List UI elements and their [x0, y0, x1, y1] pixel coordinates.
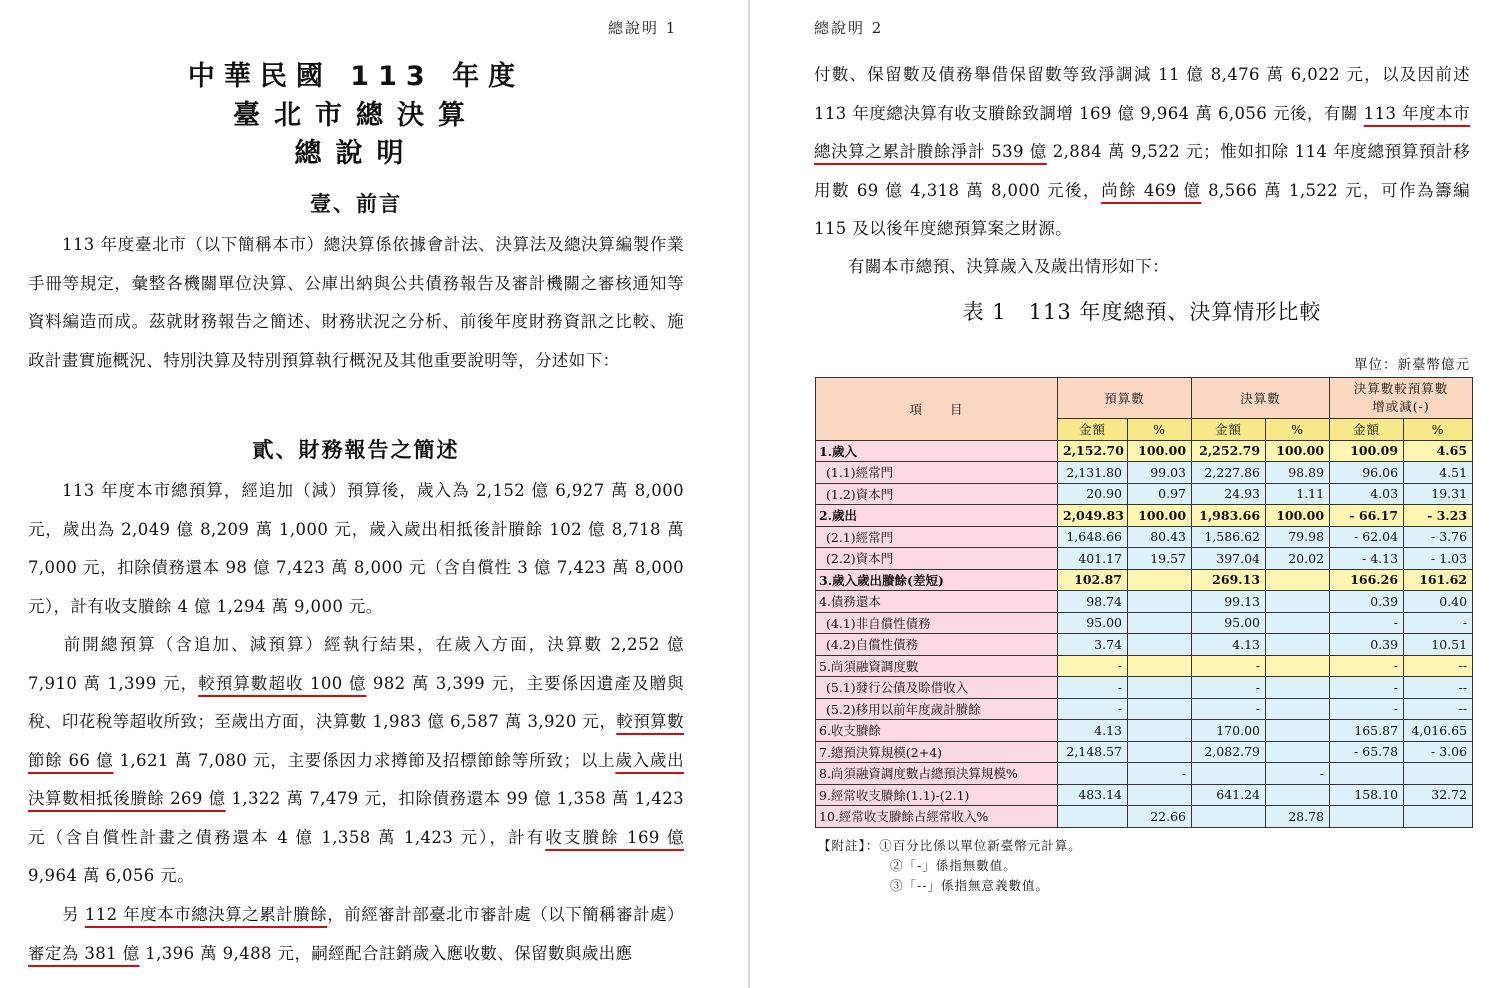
- subheader-amount: 金額: [1330, 419, 1404, 441]
- table-intro-paragraph: [814, 248, 1470, 287]
- page-number: 總說明 2: [814, 19, 884, 37]
- note-2: ②「-」係指無數值。: [890, 858, 1017, 873]
- cell-value: 100.09: [1330, 440, 1404, 462]
- header-difference-line1: 決算數較預算數: [1353, 381, 1449, 396]
- cell-value: -: [1192, 677, 1266, 699]
- cell-value: [1128, 741, 1192, 763]
- row-label: 3.歲入歲出賸餘(差短): [816, 569, 1058, 591]
- p2-text-d: 1,322 萬 7,479 元，扣除債務還本 99 億 1,358 萬 1,423 元（含自償性計畫之債務還本 4 億 1,358 萬 1,423 元），計有: [28, 789, 684, 847]
- row-label: (1.2)資本門: [816, 483, 1058, 505]
- cell-value: [1266, 720, 1330, 742]
- header-final: 決算數: [1192, 378, 1330, 419]
- document-page-1: [0, 0, 748, 988]
- row-label: (2.2)資本門: [816, 548, 1058, 570]
- subheader-amount: 金額: [1058, 419, 1128, 441]
- section-heading-intro: 壹、前言: [310, 192, 402, 216]
- cell-value: 2,252.79: [1192, 440, 1266, 462]
- cell-value: -: [1058, 677, 1128, 699]
- table-row: [816, 806, 1473, 828]
- cell-value: [1266, 655, 1330, 677]
- cell-value: 95.00: [1192, 612, 1266, 634]
- table-row: [816, 569, 1473, 591]
- intro-text: 113 年度臺北市（以下簡稱本市）總決算係依據會計法、決算法及總決算編製作業手冊等規定，彙整各機關單位決算、公庫出納與公共債務報告及審計機關之審核通知等資料編造而成。茲就財務報告之簡述、財務狀況之分析、前後年度財務資訊之比較、施政計畫實施概況、特別決算及特別預算執行概況及其他重要說明等，分述如下：: [28, 235, 684, 370]
- cell-value: [1128, 569, 1192, 591]
- cell-value: -: [1330, 677, 1404, 699]
- cell-value: [1128, 591, 1192, 613]
- p2-text-e: 9,964 萬 6,056 元。: [28, 866, 195, 885]
- cell-value: 98.89: [1266, 462, 1330, 484]
- table-row: [816, 763, 1473, 785]
- row-label: 4.債務還本: [816, 591, 1058, 613]
- note-3: ③「--」係指無意義數值。: [890, 878, 1049, 893]
- cell-value: 99.13: [1192, 591, 1266, 613]
- row-label: (4.1)非自償性債務: [816, 612, 1058, 634]
- cell-value: 4.65: [1404, 440, 1473, 462]
- document-page-2: [750, 0, 1500, 988]
- cell-value: 170.00: [1192, 720, 1266, 742]
- cell-value: [1128, 720, 1192, 742]
- row-label: (4.2)自償性債務: [816, 634, 1058, 656]
- cell-value: 269.13: [1192, 569, 1266, 591]
- cell-value: [1266, 741, 1330, 763]
- underlined-audited-amount: 審定為 381 億: [28, 943, 140, 963]
- doc-title-line1: 中華民國 113 年度: [187, 61, 525, 92]
- cell-value: 100.00: [1128, 505, 1192, 527]
- header-difference-line2: 增或減(-): [1372, 399, 1430, 414]
- row-label: 10.經常收支賸餘占經常收入%: [816, 806, 1058, 828]
- cell-value: [1404, 806, 1473, 828]
- cell-value: [1266, 784, 1330, 806]
- cell-value: 100.00: [1266, 505, 1330, 527]
- cell-value: [1058, 763, 1128, 785]
- table-row: [816, 612, 1473, 634]
- summary-paragraph-3: [28, 896, 684, 973]
- cell-value: 4,016.65: [1404, 720, 1473, 742]
- table-notes: [818, 836, 1082, 896]
- cell-value: -: [1058, 698, 1128, 720]
- cell-value: 79.98: [1266, 526, 1330, 548]
- cell-value: [1058, 806, 1128, 828]
- cell-value: 24.93: [1192, 483, 1266, 505]
- r-p1-text-c: 8,566 萬 1,522 元，可作為籌編 115 及以後年度總預算案之財源。: [814, 180, 1470, 238]
- cell-value: -: [1330, 612, 1404, 634]
- cell-value: 0.39: [1330, 634, 1404, 656]
- cell-value: 102.87: [1058, 569, 1128, 591]
- cell-value: [1266, 698, 1330, 720]
- cell-value: [1330, 763, 1404, 785]
- table-row: [816, 462, 1473, 484]
- cell-value: 2,082.79: [1192, 741, 1266, 763]
- cell-value: 4.13: [1192, 634, 1266, 656]
- cell-value: 1.11: [1266, 483, 1330, 505]
- cell-value: - 1.03: [1404, 548, 1473, 570]
- cell-value: --: [1404, 698, 1473, 720]
- continued-paragraph: [814, 56, 1470, 249]
- underlined-balance-surplus: 收支賸餘 169 億: [545, 827, 685, 847]
- cell-value: 0.97: [1128, 483, 1192, 505]
- cell-value: 4.13: [1058, 720, 1128, 742]
- cell-value: -: [1330, 698, 1404, 720]
- cell-value: 397.04: [1192, 548, 1266, 570]
- cell-value: -: [1330, 655, 1404, 677]
- subheader-pct: %: [1266, 419, 1330, 441]
- row-label: 2.歲出: [816, 505, 1058, 527]
- underlined-accumulated-surplus-112: 112 年度本市總決算之累計賸餘: [84, 905, 328, 924]
- cell-value: [1128, 784, 1192, 806]
- cell-value: [1266, 569, 1330, 591]
- cell-value: 32.72: [1404, 784, 1473, 806]
- row-label: (5.1)發行公債及賒借收入: [816, 677, 1058, 699]
- table-row: [816, 526, 1473, 548]
- cell-value: 100.00: [1128, 440, 1192, 462]
- p3-text-a: 另: [62, 905, 85, 924]
- doc-title-line3: 總說明: [294, 138, 418, 169]
- p3-text-b: ，前經審計部臺北市審計處（以下簡稱審計處）: [327, 905, 685, 924]
- subheader-pct: %: [1404, 419, 1473, 441]
- p3-text-c: 1,396 萬 9,488 元，嗣經配合註銷歲入應收數、保留數與歲出應: [139, 943, 633, 963]
- cell-value: - 4.13: [1330, 548, 1404, 570]
- cell-value: 98.74: [1058, 591, 1128, 613]
- cell-value: 483.14: [1058, 784, 1128, 806]
- cell-value: 96.06: [1330, 462, 1404, 484]
- cell-value: 2,148.57: [1058, 741, 1128, 763]
- row-label: (5.2)移用以前年度歲計賸餘: [816, 698, 1058, 720]
- cell-value: -: [1128, 763, 1192, 785]
- cell-value: -: [1266, 763, 1330, 785]
- row-label: (1.1)經常門: [816, 462, 1058, 484]
- p2-text-a: 前開總預算（含追加、減預算）經執行結果，在歲入方面，決算數 2,252 億 7,910 萬 1,399 元，: [28, 635, 684, 693]
- cell-value: 99.03: [1128, 462, 1192, 484]
- cell-value: 10.51: [1404, 634, 1473, 656]
- cell-value: [1330, 806, 1404, 828]
- underlined-revenue-surplus: 較預算數超收 100 億: [198, 673, 367, 693]
- row-label: 8.尚須融資調度數占總預決算規模%: [816, 763, 1058, 785]
- table-row: [816, 505, 1473, 527]
- row-label: (2.1)經常門: [816, 526, 1058, 548]
- header-item: 項 目: [816, 378, 1058, 441]
- row-label: 6.收支賸餘: [816, 720, 1058, 742]
- table-body: [816, 440, 1473, 827]
- underlined-expenditure-savings: 較預算數節餘 66 億: [28, 712, 684, 770]
- table-row: [816, 698, 1473, 720]
- table-caption: 表 1 113 年度總預、決算情形比較: [962, 300, 1322, 324]
- row-label: 9.經常收支賸餘(1.1)-(2.1): [816, 784, 1058, 806]
- cell-value: - 66.17: [1330, 505, 1404, 527]
- cell-value: 158.10: [1330, 784, 1404, 806]
- page-number: 總說明 1: [608, 19, 678, 37]
- table-row: [816, 591, 1473, 613]
- cell-value: --: [1404, 677, 1473, 699]
- p2-text-c: 1,621 萬 7,080 元，主要係因力求撙節及招標節餘等所致；以上: [113, 750, 616, 770]
- r-p1-text-b: 2,884 萬 9,522 元；惟如扣除 114 年度總預算預計移用數 69 億 4,318 萬 8,000 元後，: [814, 142, 1470, 200]
- cell-value: [1128, 655, 1192, 677]
- row-label: 1.歲入: [816, 440, 1058, 462]
- table-row: [816, 440, 1473, 462]
- cell-value: 100.00: [1266, 440, 1330, 462]
- cell-value: [1266, 634, 1330, 656]
- r-p1-text-a: 付數、保留數及債務舉借保留數等致淨調減 11 億 8,476 萬 6,022 元，以及因前述 113 年度總決算有收支賸餘致調增 169 億 9,964 萬 6,056 元後，有關: [814, 65, 1470, 123]
- cell-value: 165.87: [1330, 720, 1404, 742]
- table-row: [816, 655, 1473, 677]
- intro-paragraph: [28, 226, 684, 380]
- cell-value: - 3.06: [1404, 741, 1473, 763]
- row-label: 5.尚須融資調度數: [816, 655, 1058, 677]
- cell-value: 4.03: [1330, 483, 1404, 505]
- cell-value: 19.57: [1128, 548, 1192, 570]
- cell-value: [1128, 698, 1192, 720]
- cell-value: 401.17: [1058, 548, 1128, 570]
- summary-paragraph-1: [28, 472, 684, 626]
- table-row: [816, 741, 1473, 763]
- cell-value: [1266, 677, 1330, 699]
- cell-value: [1404, 763, 1473, 785]
- cell-value: -: [1192, 698, 1266, 720]
- cell-value: [1128, 612, 1192, 634]
- cell-value: [1128, 634, 1192, 656]
- note-1: 【附註】：①百分比係以單位新臺幣元計算。: [818, 838, 1082, 853]
- table-row: [816, 634, 1473, 656]
- table-row: [816, 720, 1473, 742]
- header-difference: [1330, 378, 1473, 419]
- cell-value: 4.51: [1404, 462, 1473, 484]
- cell-value: 1,983.66: [1192, 505, 1266, 527]
- table-row: [816, 677, 1473, 699]
- cell-value: -: [1058, 655, 1128, 677]
- cell-value: 166.26: [1330, 569, 1404, 591]
- cell-value: - 3.76: [1404, 526, 1473, 548]
- table-row: [816, 784, 1473, 806]
- cell-value: 28.78: [1266, 806, 1330, 828]
- row-label: 7.總預決算規模(2+4): [816, 741, 1058, 763]
- cell-value: 161.62: [1404, 569, 1473, 591]
- cell-value: --: [1404, 655, 1473, 677]
- table-row: [816, 483, 1473, 505]
- budget-comparison-table: [815, 377, 1473, 828]
- cell-value: 19.31: [1404, 483, 1473, 505]
- subheader-pct: %: [1128, 419, 1192, 441]
- summary-text-1: 113 年度本市總預算，經追加（減）預算後，歲入為 2,152 億 6,927 萬 8,000 元，歲出為 2,049 億 8,209 萬 1,000 元，歲入歲出相抵後計賸餘 102 億 8,718 萬 7,000 元，扣除債務還本 98 億 7,423 萬 8,000 元（含自償性 3 億 7,423 萬 8,000 元），計有收支賸餘 4 億 1,294 萬 9,000 元。: [28, 481, 684, 616]
- cell-value: 2,131.80: [1058, 462, 1128, 484]
- cell-value: 80.43: [1128, 526, 1192, 548]
- underlined-accumulated-surplus-113: 113 年度本市總決算之累計賸餘淨計 539 億: [814, 103, 1470, 161]
- cell-value: 2,227.86: [1192, 462, 1266, 484]
- cell-value: 1,648.66: [1058, 526, 1128, 548]
- cell-value: 2,152.70: [1058, 440, 1128, 462]
- table-intro-text: 有關本市總預、決算歲入及歲出情形如下：: [848, 257, 1170, 276]
- unit-label: 單位：新臺幣億元: [1354, 357, 1470, 373]
- cell-value: 22.66: [1128, 806, 1192, 828]
- subheader-amount: 金額: [1192, 419, 1266, 441]
- cell-value: -: [1192, 655, 1266, 677]
- underlined-remaining-surplus: 尚餘 469 億: [1101, 180, 1202, 200]
- summary-paragraph-2: [28, 626, 684, 896]
- cell-value: 1,586.62: [1192, 526, 1266, 548]
- underlined-net-surplus: 歲入歲出決算數相抵後賸餘 269 億: [28, 750, 684, 808]
- cell-value: [1192, 763, 1266, 785]
- section-heading-financial-summary: 貳、財務報告之簡述: [252, 438, 460, 462]
- cell-value: 2,049.83: [1058, 505, 1128, 527]
- cell-value: - 62.04: [1330, 526, 1404, 548]
- cell-value: 0.39: [1330, 591, 1404, 613]
- cell-value: 3.74: [1058, 634, 1128, 656]
- cell-value: [1266, 591, 1330, 613]
- cell-value: [1128, 677, 1192, 699]
- p2-text-b: 982 萬 3,399 元，主要係因遺產及贈與稅、印花稅等超收所致；至歲出方面，決算數 1,983 億 6,587 萬 3,920 元，: [28, 673, 684, 731]
- cell-value: 20.90: [1058, 483, 1128, 505]
- cell-value: - 3.23: [1404, 505, 1473, 527]
- cell-value: 95.00: [1058, 612, 1128, 634]
- header-budget: 預算數: [1058, 378, 1192, 419]
- cell-value: [1192, 806, 1266, 828]
- cell-value: 641.24: [1192, 784, 1266, 806]
- cell-value: 0.40: [1404, 591, 1473, 613]
- cell-value: 20.02: [1266, 548, 1330, 570]
- cell-value: - 65.78: [1330, 741, 1404, 763]
- cell-value: [1266, 612, 1330, 634]
- cell-value: -: [1404, 612, 1473, 634]
- table-row: [816, 548, 1473, 570]
- doc-title-line2: 臺北市總決算: [233, 100, 479, 131]
